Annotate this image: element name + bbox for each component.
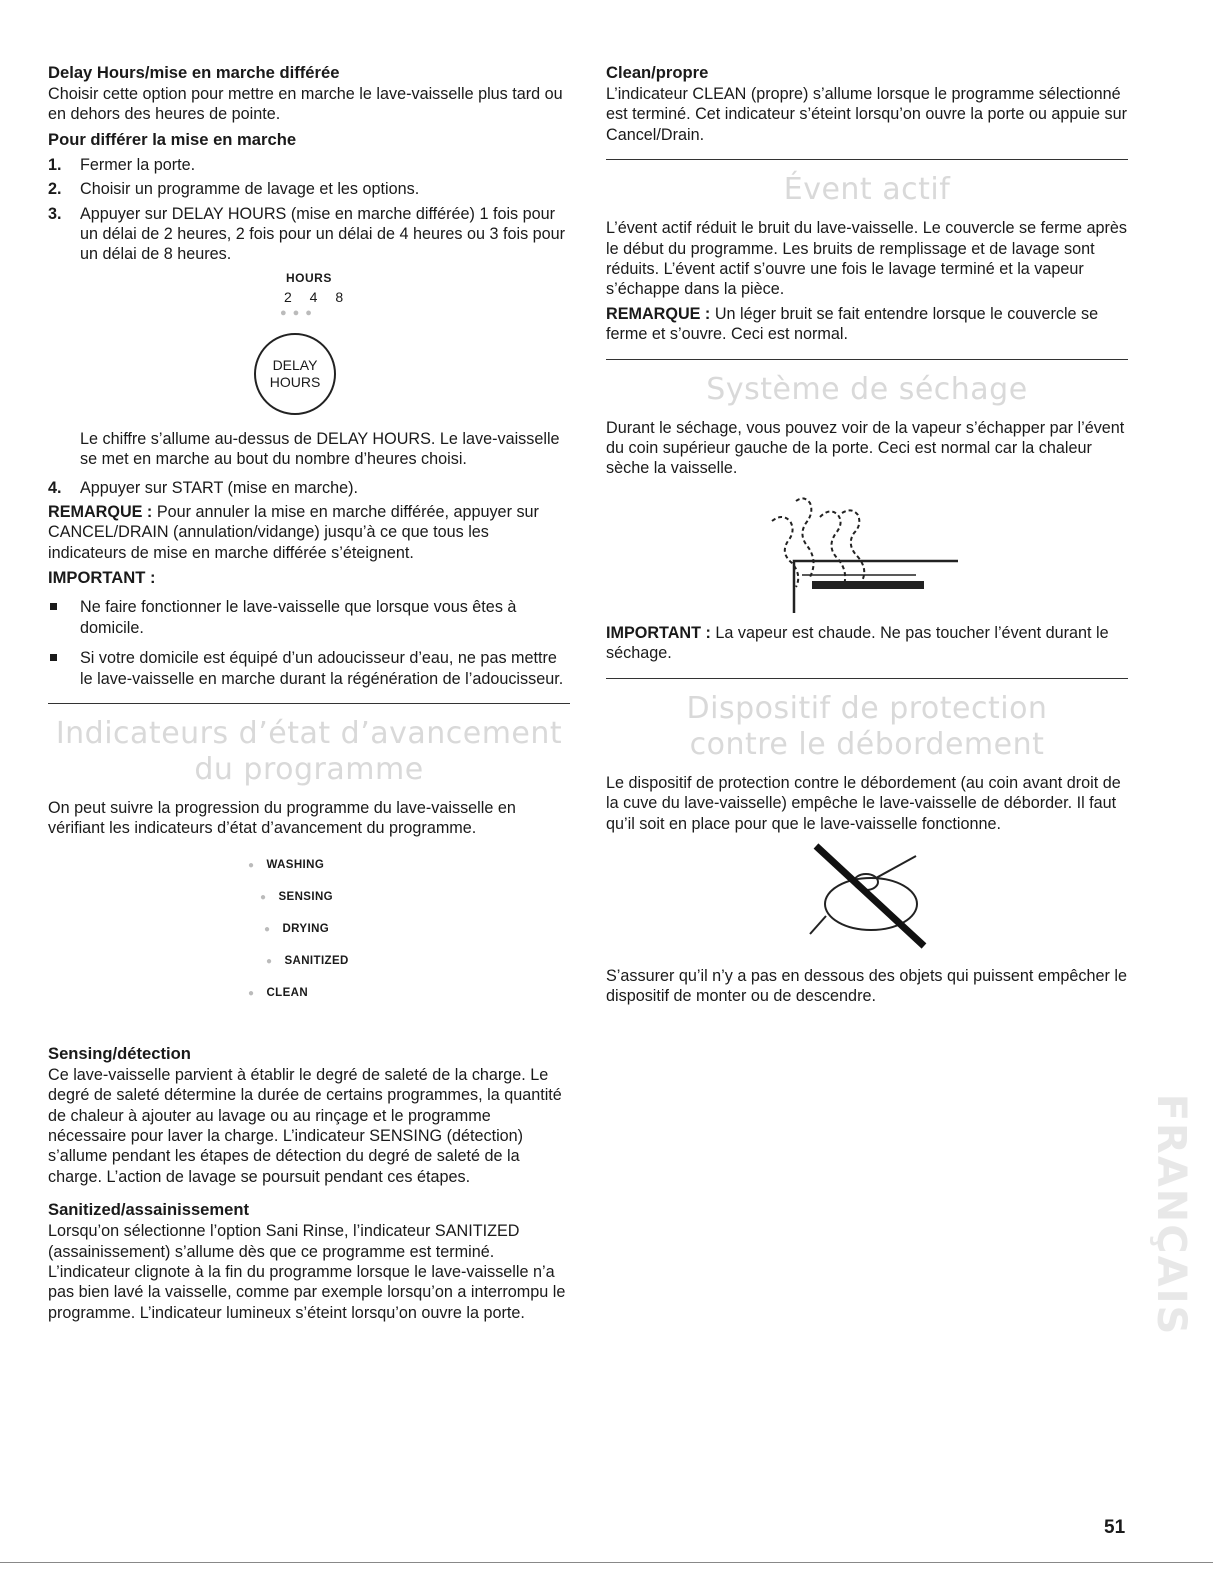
overfill-after: S’assurer qu’il n’y a pas en dessous des objets qui puissent empêcher le dispositif de monter ou de descendre. (606, 966, 1127, 1006)
list-item (48, 913, 570, 945)
status-title-line2: du programme (194, 751, 424, 787)
hours-numbers: 2 4 8 (284, 288, 351, 305)
drying-text: Durant le séchage, vous pouvez voir de la vapeur s’échapper par l’évent du coin supérieur gauche de la porte. Ceci est normal car la chaleur sèche la vaisselle. (606, 418, 1125, 478)
indicator-label: SANITIZED (284, 954, 349, 967)
bullet-icon (50, 654, 57, 661)
delay-subheading: Pour différer la mise en marche (48, 129, 297, 149)
delay-hours-figure (48, 271, 570, 421)
step-text: Fermer la porte. (80, 155, 196, 174)
step-number: 2. (48, 180, 62, 199)
button-label-line2: HOURS (269, 373, 321, 390)
note-text: Pour annuler la mise en marche différée, appuyer sur CANCEL/DRAIN (annulation/vidange) jusqu’à ce que tous les indicateurs de mise en marche différée s’éteignent. (48, 503, 539, 562)
delay-steps (48, 155, 570, 265)
delay-step4 (48, 478, 570, 498)
led-indicator-icon: ●●● (280, 306, 318, 319)
bullet-text: Ne faire fonctionner le lave-vaisselle que lorsque vous êtes à domicile. (80, 598, 517, 637)
step-text: Appuyer sur DELAY HOURS (mise en marche différée) 1 fois pour un délai de 2 heures, 2 fois pour un délai de 4 heures ou 3 fois pour un délai de 8 heures. (80, 204, 566, 264)
step-number: 3. (48, 204, 62, 223)
list-item (48, 849, 570, 881)
side-tab-label: FRANÇAIS (1148, 1093, 1194, 1337)
delay-after-figure: Le chiffre s’allume au-dessus de DELAY HOURS. Le lave-vaisselle se met en marche au bout du nombre d’heures choisi. (80, 429, 560, 469)
important-label: IMPORTANT : (606, 623, 711, 642)
important-text: La vapeur est chaude. Ne pas toucher l’évent durant le séchage. (606, 623, 1109, 663)
step-text: Choisir un programme de lavage et les options. (80, 180, 420, 199)
indicator-label: CLEAN (266, 986, 309, 999)
vent-note (606, 304, 1128, 345)
overfill-title (606, 691, 1128, 763)
bullet-text: Si votre domicile est équipé d’un adoucisseur d’eau, ne pas mettre le lave-vaisselle en marche durant la régénération de l’adoucisseur. (80, 649, 564, 688)
important-bullets (48, 597, 570, 689)
indicator-label: DRYING (282, 922, 330, 935)
note-text: Un léger bruit se fait entendre lorsque le couvercle se ferme et s’ouvre. Ceci est normal. (606, 304, 1099, 344)
step-text: Appuyer sur START (mise en marche). (80, 478, 358, 497)
sanitized-text: Lorsqu’on sélectionne l’option Sani Rinse, l’indicateur SANITIZED (assainissement) s’allume dès que ce programme est terminé. L’indicateur clignote à la fin du programme lorsque le lave-vaisselle n’a pas bien lavé la vaisselle, comme par exemple lorsqu’on a interrompu le programme. L’indicateur lumineux s’éteint lorsqu’on ouvre la porte. (48, 1222, 566, 1322)
delay-note (48, 502, 570, 563)
overfill-text: Le dispositif de protection contre le débordement (au coin avant droit de la cuve du lave-vaisselle) empêche le lave-vaisselle de déborder. Il faut qu’il soit en place pour que le lave-vaisselle fonctionne. (606, 773, 1121, 833)
overfill-title-line1: Dispositif de protection (686, 690, 1048, 726)
clean-text: L’indicateur CLEAN (propre) s’allume lorsque le programme sélectionné est terminé. Cet indicateur s’éteint lorsqu’on ouvre la porte ou appuie sur Cancel/Drain. (606, 85, 1127, 144)
sanitized-heading: Sanitized/assainissement (48, 1200, 250, 1220)
clean-heading: Clean/propre (606, 63, 709, 82)
led-indicator-icon: ● (264, 923, 271, 935)
sensing-heading: Sensing/détection (48, 1043, 191, 1063)
indicator-label: WASHING (266, 858, 325, 871)
led-indicator-icon: ● (260, 891, 267, 903)
list-item (48, 597, 570, 638)
divider (606, 159, 1128, 160)
drying-important (606, 623, 1128, 664)
divider (606, 678, 1128, 679)
overfill-title-line2: contre le débordement (689, 726, 1045, 762)
overfill-float-icon (606, 842, 1128, 952)
status-intro: On peut suivre la progression du programme du lave-vaisselle en vérifiant les indicateurs d’état d’avancement du programme. (48, 798, 516, 838)
language-side-tab (1146, 1080, 1196, 1350)
step-number: 1. (48, 155, 62, 174)
steam-vent-icon (606, 483, 1128, 613)
hours-label: HOURS (286, 270, 332, 285)
list-item (48, 478, 570, 498)
led-indicator-icon: ● (248, 987, 255, 999)
divider (606, 359, 1128, 360)
status-title-line1: Indicateurs d’état d’avancement (55, 715, 563, 751)
right-column (606, 62, 1128, 1011)
list-item (48, 204, 570, 265)
note-label: REMARQUE : (48, 503, 153, 522)
list-item (48, 945, 570, 977)
drying-title: Système de séchage (706, 371, 1028, 407)
indicator-label: SENSING (278, 890, 334, 903)
led-indicator-icon: ● (248, 859, 255, 871)
list-item (48, 648, 570, 689)
divider (48, 703, 570, 704)
left-column (48, 62, 570, 1327)
led-indicator-icon: ● (266, 955, 273, 967)
bullet-icon (50, 603, 57, 610)
sensing-text: Ce lave-vaisselle parvient à établir le degré de saleté de la charge. Le degré de saleté détermine la durée de certains programmes, la quantité de chaleur à ajouter au lavage ou au rinçage et le programme nécessaire pour laver la charge. L’indicateur SENSING (détection) s’allume pendant les étapes de détection du degré de saleté de la charge. L’action de lavage se poursuit pendant ces étapes. (48, 1065, 562, 1186)
vent-text: L’évent actif réduit le bruit du lave-vaisselle. Le couvercle se ferme après le début du programme. Les bruits de remplissage et de lavage sont réduits. L’évent actif s’ouvre une fois le lavage terminé et la vapeur s’échappe dans la pièce. (606, 219, 1127, 299)
note-label: REMARQUE : (606, 304, 711, 323)
list-item (48, 881, 570, 913)
list-item (48, 977, 570, 1009)
button-label-line1: DELAY (272, 356, 318, 373)
list-item (48, 179, 570, 199)
delay-heading: Delay Hours/mise en marche différée (48, 63, 340, 82)
important-label: IMPORTANT : (48, 568, 156, 588)
delay-intro: Choisir cette option pour mettre en marche le lave-vaisselle plus tard ou en dehors des heures de pointe. (48, 85, 563, 124)
status-title (48, 716, 570, 788)
status-indicator-list (48, 849, 570, 1009)
vent-title: Évent actif (783, 172, 951, 208)
list-item (48, 155, 570, 175)
page-number: 51 (1104, 1517, 1126, 1538)
bottom-divider (0, 1562, 1213, 1563)
delay-hours-button (254, 333, 336, 415)
step-number: 4. (48, 478, 62, 497)
